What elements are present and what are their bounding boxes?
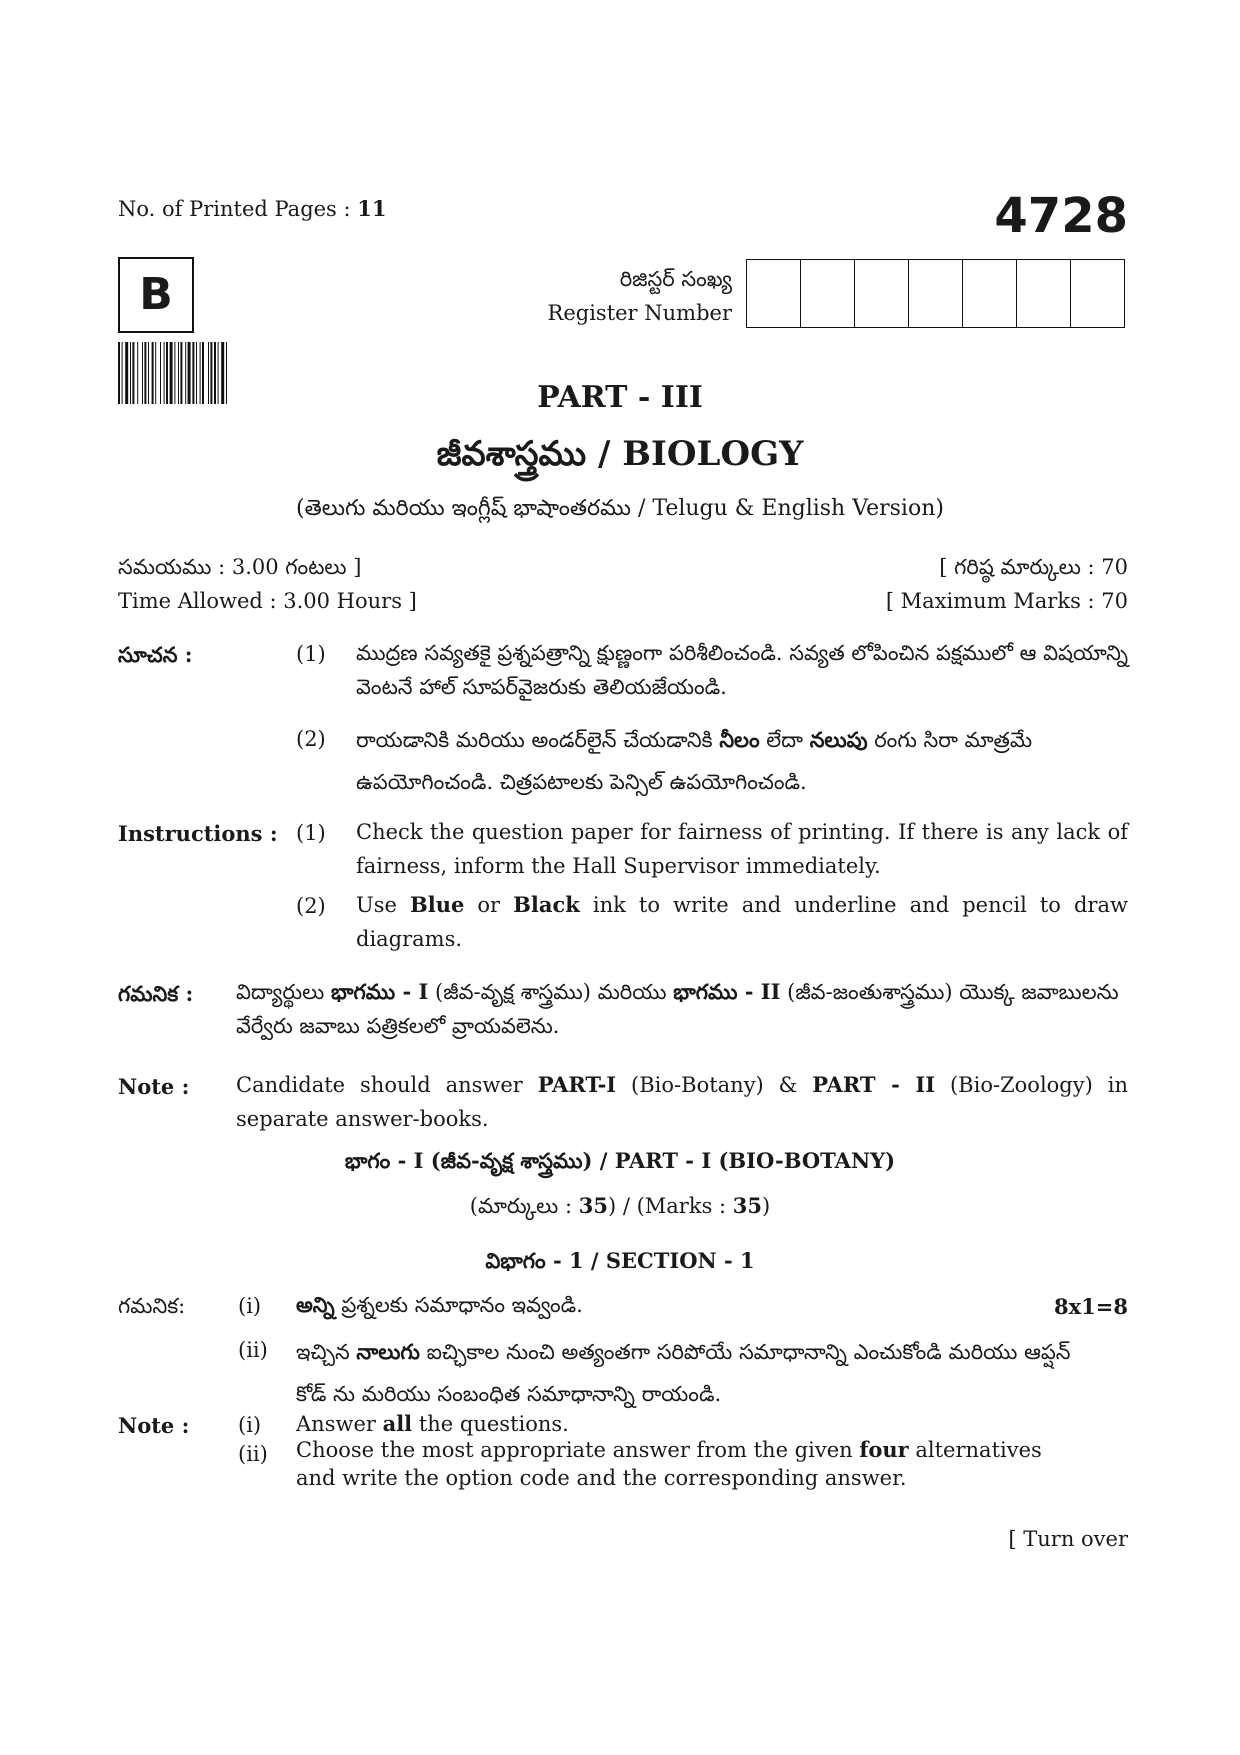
note2-number: (ii) (238, 1442, 268, 1466)
register-number-boxes[interactable] (746, 259, 1125, 328)
note2-label: Note : (118, 1413, 190, 1438)
register-digit-box[interactable] (909, 260, 963, 327)
time-allowed-english: Time Allowed : 3.00 Hours ] (118, 589, 417, 613)
section-marks: 8x1=8 (1054, 1294, 1128, 1319)
suchana-item: ముద్రణ సవ్యతకై ప్రశ్నపత్రాన్ని క్షుణ్ణంగా పరిశీలించండి. సవ్యత లోపించిన పక్షములో ఆ విషయాన్ని వెంటనే హాల్ సూపర్‌వైజరుకు తెలియజేయండి. (356, 641, 1129, 699)
suchana-number: (2) (296, 727, 326, 751)
gamanika2-item: ఇచ్చిన నాలుగు ఐచ్ఛికాల నుంచి అత్యంతగా సరిపోయే సమాధానాన్ని ఎంచుకోండి మరియు ఆప్షన్ కోడ్ ను మరియు సంబంధిత సమాధానాన్ని రాయండి. (296, 1339, 1071, 1406)
note2-number: (i) (238, 1413, 262, 1437)
note-label: Note : (118, 1074, 190, 1099)
note2-item: Answer all the questions. (296, 1411, 569, 1436)
register-digit-box[interactable] (855, 260, 909, 327)
register-digit-box[interactable] (1017, 260, 1071, 327)
subject-title: జీవశాస్త్రము / BIOLOGY (436, 434, 804, 474)
suchana-number: (1) (296, 642, 326, 666)
suchana-item: రాయడానికి మరియు అండర్‌లైన్ చేయడానికి నీలం లేదా నలుపు రంగు సిరా మాత్రమే ఉపయోగించండి. చిత్రపటాలకు పెన్సిల్ ఉపయోగించండి. (356, 727, 1033, 794)
register-digit-box[interactable] (801, 260, 855, 327)
register-label-telugu: రిజిస్టర్ సంఖ్య (619, 267, 732, 291)
register-label-english: Register Number (547, 301, 732, 325)
instruction-number: (2) (296, 894, 326, 918)
section-heading: విభాగం - 1 / SECTION - 1 (485, 1248, 755, 1273)
instruction-item: Check the question paper for fairness of printing. If there is any lack of fairness, inform the Hall Supervisor immediately. (356, 820, 1128, 878)
part1-heading: భాగం - I (జీవ-వృక్ష శాస్త్రము) / PART - I (BIO-BOTANY) (344, 1148, 896, 1173)
part1-marks: (మార్కులు : 35) / (Marks : 35) (469, 1193, 771, 1218)
register-digit-box[interactable] (1071, 260, 1124, 327)
instruction-item: Use Blue or Black ink to write and underline and pencil to draw diagrams. (356, 892, 1128, 951)
note-text: Candidate should answer PART-I (Bio-Botany) & PART - II (Bio-Zoology) in separate answer-books. (236, 1072, 1128, 1131)
note2-item: Choose the most appropriate answer from the given four alternatives and write the option code and the corresponding answer. (296, 1437, 1042, 1490)
register-number-label (548, 262, 732, 330)
gamanika-label: గమనిక : (118, 981, 194, 1006)
time-allowed-telugu: సమయము : 3.00 గంటలు ] (118, 555, 362, 579)
instructions-label: Instructions : (118, 821, 278, 846)
register-digit-box[interactable] (747, 260, 801, 327)
instruction-number: (1) (296, 821, 326, 845)
register-digit-box[interactable] (963, 260, 1017, 327)
gamanika2-label: గమనిక: (118, 1294, 186, 1318)
series-box: B (118, 257, 194, 333)
paper-code: 4728 (994, 188, 1128, 244)
suchana-label: సూచన : (118, 642, 193, 667)
part-title: PART - III (537, 380, 703, 415)
gamanika2-item: అన్ని ప్రశ్నలకు సమాధానం ఇవ్వండి. (296, 1292, 583, 1317)
max-marks-telugu: [ గరిష్ఠ మార్కులు : 70 (939, 555, 1128, 579)
turn-over: [ Turn over (1008, 1527, 1128, 1551)
gamanika-text: విద్యార్థులు భాగము - I (జీవ-వృక్ష శాస్త్రము) మరియు భాగము - II (జీవ-జంతుశాస్త్రము) యొక్క జవాబులను వేర్వేరు జవాబు పత్రికలలో వ్రాయవలెను. (236, 979, 1119, 1038)
gamanika2-number: (ii) (238, 1338, 268, 1362)
max-marks-english: [ Maximum Marks : 70 (885, 589, 1128, 613)
printed-pages: No. of Printed Pages : 11 (118, 196, 387, 221)
gamanika2-number: (i) (238, 1294, 262, 1318)
version-line: (తెలుగు మరియు ఇంగ్లీష్ భాషాంతరము / Telugu & English Version) (296, 496, 944, 521)
printed-pages-count: 11 (357, 196, 387, 221)
